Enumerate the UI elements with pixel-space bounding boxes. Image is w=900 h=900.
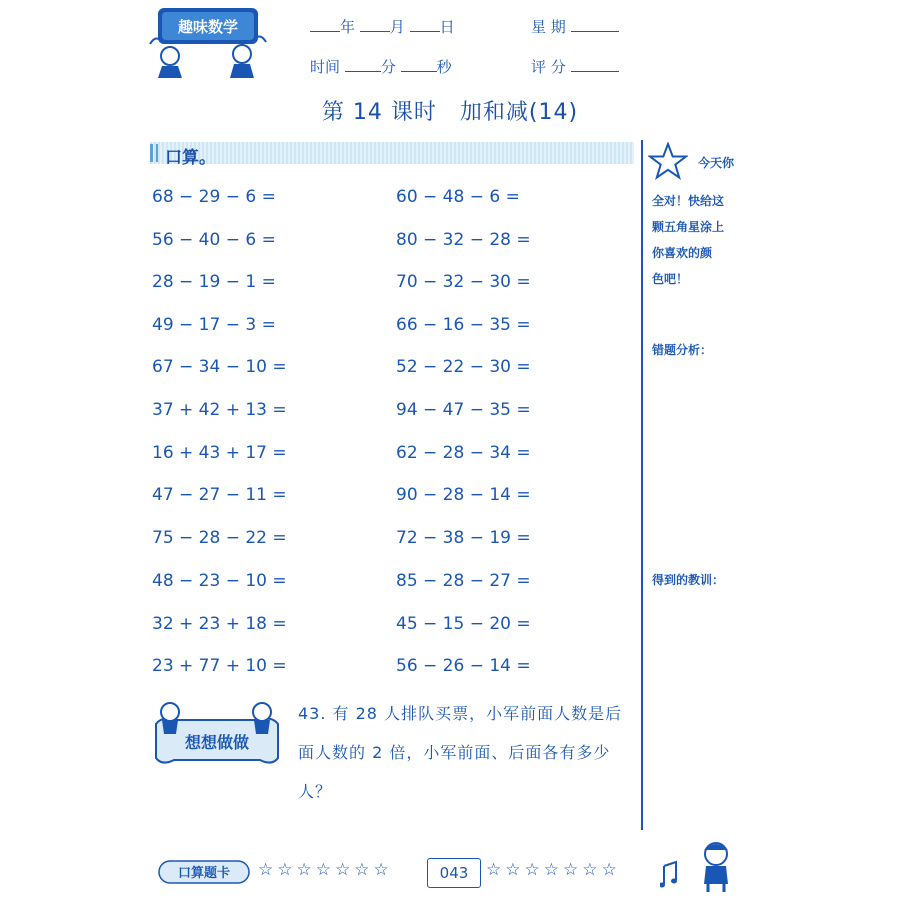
problem-left-2[interactable]: 56 − 40 − 6 =	[152, 230, 276, 250]
score-label: 评 分	[531, 58, 566, 76]
problem-left-12[interactable]: 23 + 77 + 10 =	[152, 656, 287, 676]
stars-right	[486, 860, 621, 880]
star-glyph: ☆	[258, 860, 278, 880]
star-glyph: ☆	[296, 860, 316, 880]
score-blank[interactable]	[571, 59, 619, 72]
problem-left-9[interactable]: 75 − 28 − 22 =	[152, 528, 287, 548]
star-glyph: ☆	[486, 860, 506, 880]
star-icon[interactable]	[648, 142, 688, 180]
problem-right-6[interactable]: 94 − 47 − 35 =	[396, 400, 531, 420]
weekday-label: 星 期	[531, 18, 566, 36]
year-label: 年	[340, 18, 356, 36]
star-glyph: ☆	[373, 860, 393, 880]
logo-badge	[148, 4, 268, 82]
minutes-label: 分	[380, 58, 396, 76]
star-glyph: ☆	[315, 860, 335, 880]
error-analysis-label: 错题分析：	[652, 343, 713, 357]
problem-right-10[interactable]: 85 − 28 − 27 =	[396, 571, 531, 591]
star-glyph: ☆	[354, 860, 374, 880]
problem-right-5[interactable]: 52 − 22 − 30 =	[396, 357, 531, 377]
problem-left-10[interactable]: 48 − 23 − 10 =	[152, 571, 287, 591]
section-bar	[150, 142, 634, 164]
day-blank[interactable]	[410, 19, 440, 32]
footer-logo	[158, 858, 250, 886]
think-label: 想想做做	[184, 733, 250, 752]
year-blank[interactable]	[310, 19, 340, 32]
problem-left-5[interactable]: 67 − 34 − 10 =	[152, 357, 287, 377]
footer-logo-text: 口算题卡	[177, 866, 231, 881]
day-label: 日	[439, 18, 455, 36]
problem-right-11[interactable]: 45 − 15 − 20 =	[396, 614, 531, 634]
page-title: 第 14 课时 加和减(14)	[321, 100, 579, 125]
minutes-blank[interactable]	[345, 59, 381, 72]
problem-right-2[interactable]: 80 − 32 − 28 =	[396, 230, 531, 250]
column-divider	[641, 140, 643, 830]
star-glyph: ☆	[277, 860, 297, 880]
problem-right-3[interactable]: 70 − 32 − 30 =	[396, 272, 531, 292]
star-glyph: ☆	[543, 860, 563, 880]
problem-left-11[interactable]: 32 + 23 + 18 =	[152, 614, 287, 634]
problem-right-8[interactable]: 90 − 28 − 14 =	[396, 485, 531, 505]
month-label: 月	[389, 18, 405, 36]
problem-left-4[interactable]: 49 − 17 − 3 =	[152, 315, 276, 335]
seconds-label: 秒	[436, 58, 452, 76]
weekday-line	[531, 16, 619, 37]
praise-line: 你喜欢的颜	[652, 246, 713, 260]
star-glyph: ☆	[563, 860, 583, 880]
boy-music-icon	[660, 840, 740, 892]
problem-left-1[interactable]: 68 − 29 − 6 =	[152, 187, 276, 207]
section-label: 口算。	[165, 148, 216, 168]
problem-left-3[interactable]: 28 − 19 − 1 =	[152, 272, 276, 292]
page-number: 043	[427, 858, 481, 888]
logo-text: 趣味数学	[177, 18, 239, 36]
problem-right-9[interactable]: 72 − 38 − 19 =	[396, 528, 531, 548]
problem-right-4[interactable]: 66 − 16 − 35 =	[396, 315, 531, 335]
date-line	[310, 16, 455, 37]
lesson-label: 得到的教训：	[652, 573, 725, 587]
praise-line: 颗五角星涂上	[652, 220, 725, 234]
star-text: 今天你	[698, 156, 735, 170]
stars-left	[258, 860, 393, 880]
star-glyph: ☆	[601, 860, 621, 880]
star-glyph: ☆	[335, 860, 355, 880]
section-mark	[156, 144, 158, 162]
problem-left-8[interactable]: 47 − 27 − 11 =	[152, 485, 287, 505]
praise-line: 全对！快给这	[652, 194, 725, 208]
problem-right-1[interactable]: 60 − 48 − 6 =	[396, 187, 520, 207]
section-mark	[150, 144, 153, 162]
star-glyph: ☆	[505, 860, 525, 880]
weekday-blank[interactable]	[571, 19, 619, 32]
score-line	[531, 56, 619, 77]
star-glyph: ☆	[524, 860, 544, 880]
problem-left-7[interactable]: 16 + 43 + 17 =	[152, 443, 287, 463]
praise-text	[652, 188, 724, 292]
problem-left-6[interactable]: 37 + 42 + 13 =	[152, 400, 287, 420]
star-glyph: ☆	[582, 860, 602, 880]
problem-right-7[interactable]: 62 − 28 − 34 =	[396, 443, 531, 463]
word-problem: 43. 有 28 人排队买票，小军前面人数是后面人数的 2 倍，小军前面、后面各有多少人？	[298, 704, 623, 801]
praise-line: 色吧！	[652, 272, 689, 286]
time-label: 时间	[310, 58, 341, 76]
month-blank[interactable]	[360, 19, 390, 32]
think-badge	[148, 698, 286, 770]
problem-right-12[interactable]: 56 − 26 − 14 =	[396, 656, 531, 676]
time-line	[310, 56, 452, 77]
seconds-blank[interactable]	[401, 59, 437, 72]
